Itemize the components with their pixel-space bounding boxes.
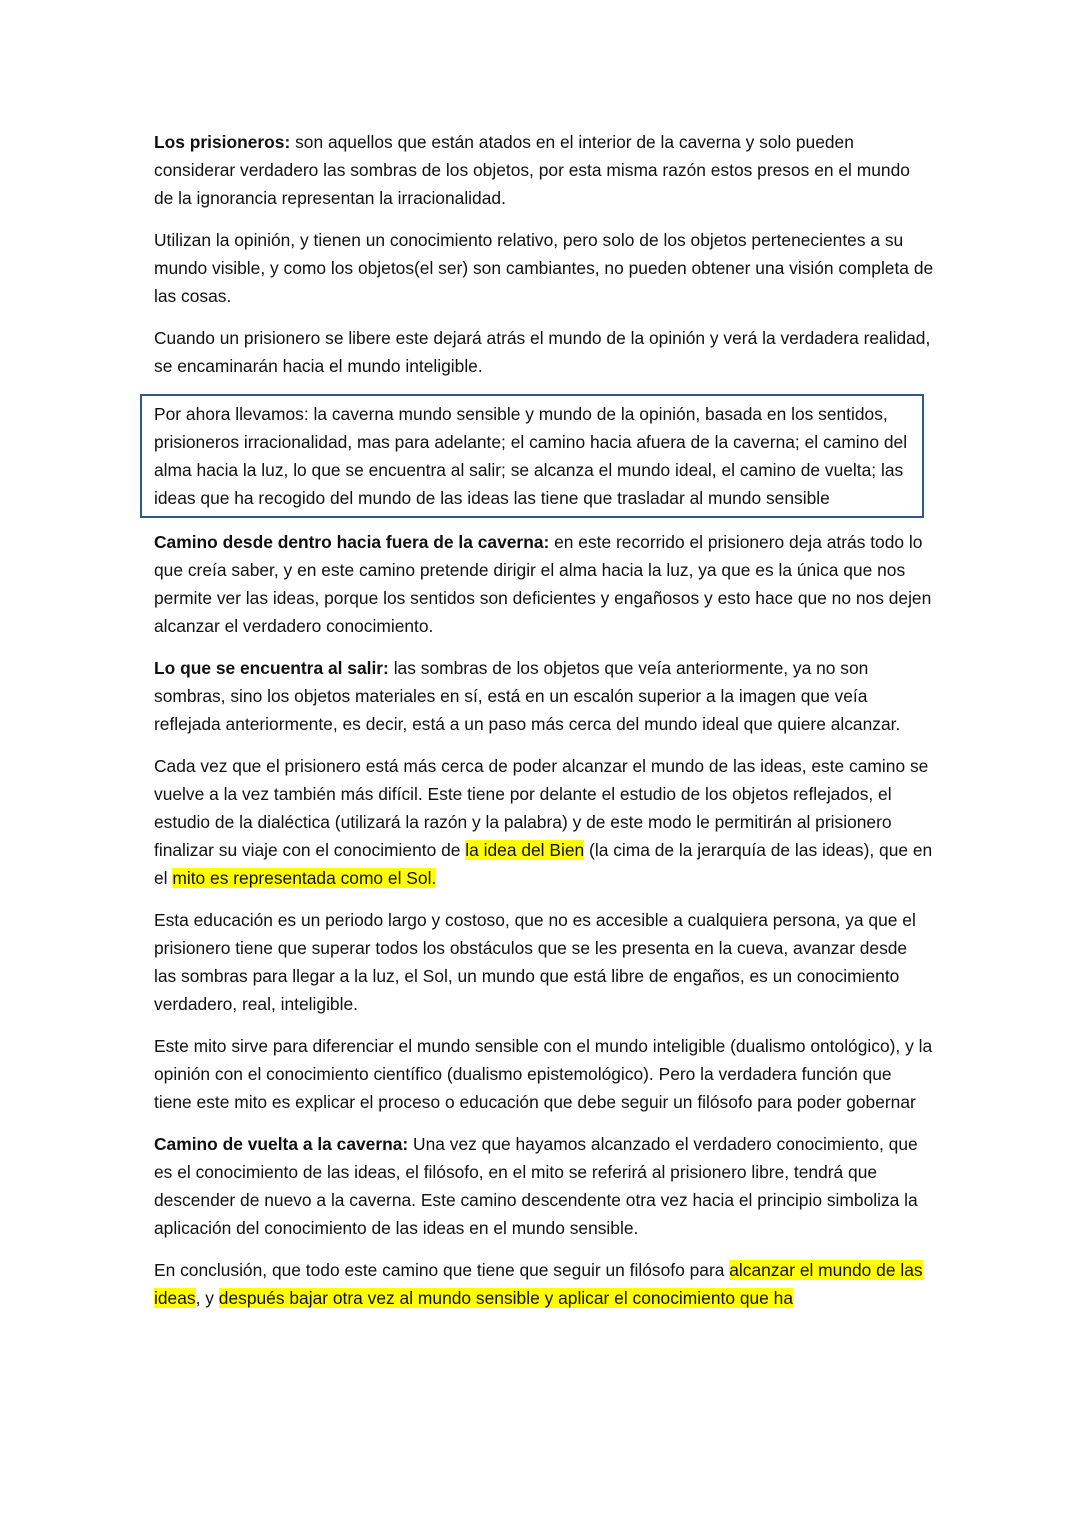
paragraph-liberacion xyxy=(154,324,934,380)
text-opinion: Utilizan la opinión, y tienen un conocimiento relativo, pero solo de los objetos pertenecientes a su mundo visible, y como los objetos(el ser) son cambiantes, no pueden obtener una visión completa de las cosas. xyxy=(154,230,934,306)
text-idea-bien-b: (la cima de la jerarquía de las ideas), que en el xyxy=(154,840,933,888)
text-conclusion-b: , y xyxy=(195,1288,219,1308)
text-liberacion: Cuando un prisionero se libere este dejará atrás el mundo de la opinión y verá la verdadera realidad, se encaminarán hacia el mundo inteligible. xyxy=(154,328,931,376)
text-dualismo: Este mito sirve para diferenciar el mundo sensible con el mundo inteligible (dualismo ontológico), y la opinión con el conocimiento científico (dualismo epistemológico). Pero la verdadera función que tiene este mito es explicar el proceso o educación que debe seguir un filósofo para poder gobernar xyxy=(154,1036,933,1112)
heading-prisioneros: Los prisioneros: xyxy=(154,132,291,152)
summary-box xyxy=(140,394,924,518)
paragraph-camino-fuera xyxy=(154,528,934,640)
paragraph-educacion xyxy=(154,906,934,1018)
paragraph-camino-vuelta xyxy=(154,1130,934,1242)
heading-al-salir: Lo que se encuentra al salir: xyxy=(154,658,389,678)
heading-camino-vuelta: Camino de vuelta a la caverna: xyxy=(154,1134,409,1154)
highlight-idea-bien: la idea del Bien xyxy=(465,840,585,860)
text-prisioneros: son aquellos que están atados en el interior de la caverna y solo pueden considerar verdadero las sombras de los objetos, por esta misma razón estos presos en el mundo de la ignorancia representan la irracionalidad. xyxy=(154,132,910,208)
text-conclusion-a: En conclusión, que todo este camino que tiene que seguir un filósofo para xyxy=(154,1260,730,1280)
paragraph-dualismo xyxy=(154,1032,934,1116)
paragraph-idea-bien xyxy=(154,752,934,892)
paragraph-al-salir xyxy=(154,654,934,738)
heading-camino-fuera: Camino desde dentro hacia fuera de la caverna: xyxy=(154,532,550,552)
paragraph-conclusion xyxy=(154,1256,934,1312)
summary-text: Por ahora llevamos: la caverna mundo sensible y mundo de la opinión, basada en los sentidos, prisioneros irracionalidad, mas para adelante; el camino hacia afuera de la caverna; el camino del alma hacia la luz, lo que se encuentra al salir; se alcanza el mundo ideal, el camino de vuelta; las ideas que ha recogido del mundo de las ideas las tiene que trasladar al mundo sensible xyxy=(154,404,908,508)
text-camino-vuelta: Una vez que hayamos alcanzado el verdadero conocimiento, que es el conocimiento de las ideas, el filósofo, en el mito se referirá al prisionero libre, tendrá que descender de nuevo a la caverna. Este camino descendente otra vez hacia el principio simboliza la aplicación del conocimiento de las ideas en el mundo sensible. xyxy=(154,1134,918,1238)
text-idea-bien-a: Cada vez que el prisionero está más cerca de poder alcanzar el mundo de las ideas, este camino se vuelve a la vez también más difícil. Este tiene por delante el estudio de los objetos reflejados, el estudio de la dialéctica (utilizará la razón y la palabra) y de este modo le permitirán al prisionero finalizar su viaje con el conocimiento de xyxy=(154,756,929,860)
document-page xyxy=(154,128,934,1326)
paragraph-opinion xyxy=(154,226,934,310)
text-educacion: Esta educación es un periodo largo y costoso, que no es accesible a cualquiera persona, ya que el prisionero tiene que superar todos los obstáculos que se les presenta en la cueva, avanzar desde las sombras para llegar a la luz, el Sol, un mundo que está libre de engaños, es un conocimiento verdadero, real, inteligible. xyxy=(154,910,916,1014)
text-camino-fuera: en este recorrido el prisionero deja atrás todo lo que creía saber, y en este camino pretende dirigir el alma hacia la luz, ya que es la única que nos permite ver las ideas, porque los sentidos son deficientes y engañosos y esto hace que no nos dejen alcanzar el verdadero conocimiento. xyxy=(154,532,932,636)
paragraph-prisioneros xyxy=(154,128,934,212)
highlight-mundo-ideas: alcanzar el mundo de las ideas xyxy=(154,1260,923,1308)
highlight-sol: mito es representada como el Sol. xyxy=(172,868,437,888)
highlight-bajar-mundo: después bajar otra vez al mundo sensible y aplicar el conocimiento que ha xyxy=(218,1288,794,1308)
text-al-salir: las sombras de los objetos que veía anteriormente, ya no son sombras, sino los objetos materiales en sí, está en un escalón superior a la imagen que veía reflejada anteriormente, es decir, está a un paso más cerca del mundo ideal que quiere alcanzar. xyxy=(154,658,901,734)
